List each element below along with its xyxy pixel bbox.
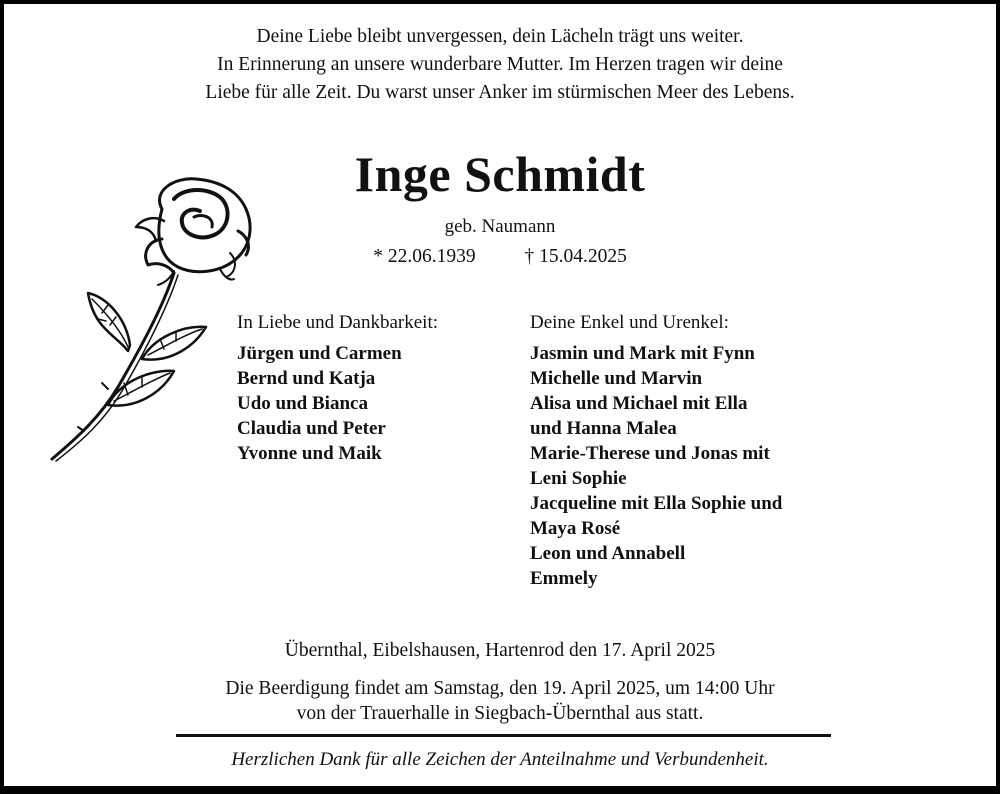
mourner-name: Alisa und Michael mit Ella [530, 393, 748, 414]
death-date: † 15.04.2025 [524, 246, 627, 267]
mourner-name: Jacqueline mit Ella Sophie und [530, 493, 783, 514]
rose-illustration-icon [24, 169, 264, 469]
mourner-name: Leon und Annabell [530, 543, 686, 564]
mourner-name: Yvonne und Maik [237, 443, 382, 464]
mourner-name: Emmely [530, 568, 598, 589]
divider [176, 734, 831, 737]
mourner-name: Jasmin und Mark mit Fynn [530, 343, 755, 364]
mourners-children [237, 310, 438, 466]
birth-date: * 22.06.1939 [373, 246, 476, 267]
mourners-heading: In Liebe und Dankbarkeit: [237, 312, 439, 333]
mourners-grandchildren [530, 310, 782, 591]
mourner-name: Jürgen und Carmen [237, 343, 402, 364]
intro-line: In Erinnerung an unsere wunderbare Mutter. Im Herzen tragen wir deine [217, 54, 783, 75]
mourner-name: Claudia und Peter [237, 418, 386, 439]
mourner-name: Maya Rosé [530, 518, 621, 539]
mourner-name: und Hanna Malea [530, 418, 677, 439]
mourner-name: Michelle und Marvin [530, 368, 703, 389]
mourner-name: Udo und Bianca [237, 393, 368, 414]
intro-line: Deine Liebe bleibt unvergessen, dein Lächeln trägt uns weiter. [256, 26, 744, 47]
place-date: Übernthal, Eibelshausen, Hartenrod den 17. April 2025 [284, 640, 716, 661]
deceased-name: Inge Schmidt [354, 146, 646, 202]
funeral-info [4, 676, 996, 726]
thanks-line: Herzlichen Dank für alle Zeichen der Anteilnahme und Verbundenheit. [231, 749, 769, 770]
life-dates [4, 246, 996, 268]
intro-line: Liebe für alle Zeit. Du warst unser Anker im stürmischen Meer des Lebens. [205, 82, 795, 103]
mourner-name: Bernd und Katja [237, 368, 376, 389]
mourners-heading: Deine Enkel und Urenkel: [530, 312, 729, 333]
maiden-name: geb. Naumann [444, 216, 556, 237]
mourner-name: Marie-Therese und Jonas mit [530, 443, 770, 464]
obituary-notice [4, 4, 996, 786]
mourner-name: Leni Sophie [530, 468, 627, 489]
funeral-line: Die Beerdigung findet am Samstag, den 19. April 2025, um 14:00 Uhr [225, 678, 775, 699]
intro-verse [4, 23, 996, 107]
funeral-line: von der Trauerhalle in Siegbach-Übernthal aus statt. [296, 703, 704, 724]
